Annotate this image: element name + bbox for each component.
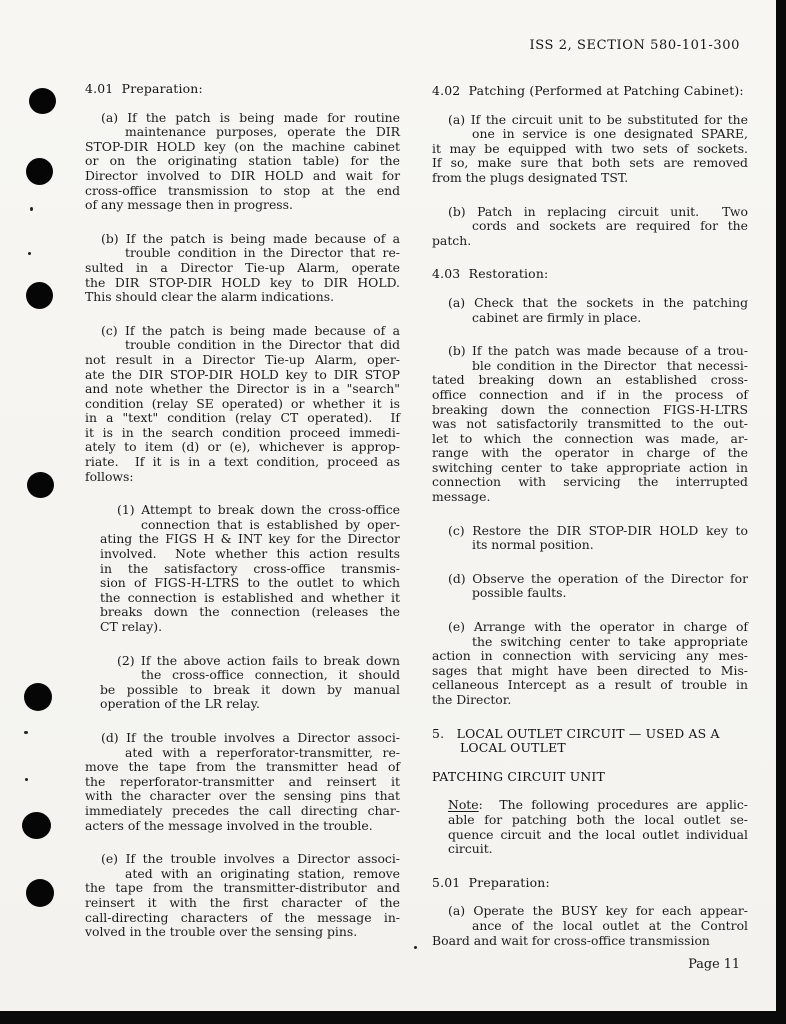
list-item-paragraph <box>432 205 748 249</box>
text-line: maintenance purposes, operate the DIR <box>125 124 400 140</box>
text-line: let to which the connection was made, ar- <box>432 430 748 446</box>
binder-hole <box>26 282 53 309</box>
text-line: with the character over the sensing pins that <box>85 788 400 804</box>
text-line: cellaneous Intercept as a result of trouble in <box>432 677 748 693</box>
list-item-paragraph <box>432 113 748 186</box>
section-heading <box>432 84 748 99</box>
text-line: 4.01 Preparation: <box>85 81 203 96</box>
text-line: (b) If the patch is being made because of a <box>101 230 400 246</box>
text-line: (1) Attempt to break down the cross-office <box>117 502 400 518</box>
scan-edge-bar-right <box>776 0 786 1024</box>
text-line: in a "text" condition (relay CT operated). If <box>85 410 400 426</box>
text-line: cabinet are firmly in place. <box>472 309 642 325</box>
text-line: (b) If the patch was made because of a trou- <box>448 343 748 359</box>
text-line: riate. If it is in a text condition, proceed as <box>85 454 400 470</box>
text-line: cords and sockets are required for the <box>472 218 748 234</box>
text-line: was not satisfactorily transmitted to the out- <box>432 416 748 432</box>
text-line: be possible to break it down by manual <box>100 681 400 697</box>
text-line: (d) Observe the operation of the Director for <box>448 570 748 586</box>
text-line: ated with a reperforator-transmitter, re- <box>125 744 400 760</box>
scan-speck <box>24 731 28 734</box>
text-line: reinsert it with the first character of the <box>85 894 400 910</box>
text-line: STOP-DIR HOLD key (on the machine cabinet <box>85 138 400 154</box>
text-line: the tape from the transmitter-distributor and <box>85 880 400 896</box>
list-item-paragraph <box>432 620 748 708</box>
text-line: range with the operator in charge of the <box>432 445 748 461</box>
binder-hole <box>24 683 52 711</box>
text-line: tated breaking down an established cross- <box>432 372 748 388</box>
text-line: Note: The following procedures are applic- <box>448 797 748 813</box>
list-item-paragraph <box>432 524 748 553</box>
text-line: the connection is established and whether it <box>100 589 400 605</box>
binder-hole <box>22 812 51 839</box>
text-line: the DIR STOP-DIR HOLD key to DIR HOLD. <box>85 274 400 290</box>
text-line: action in connection with servicing any mes- <box>432 648 748 664</box>
text-line: of any message then in progress. <box>85 197 293 213</box>
text-line: (b) Patch in replacing circuit unit. Two <box>448 203 748 219</box>
text-line: breaking down the connection FIGS-H-LTRS <box>432 401 748 417</box>
text-line: call-directing characters of the message in- <box>85 909 400 925</box>
text-line: sulted in a Director Tie-up Alarm, operate <box>85 259 400 275</box>
text-line: acters of the message involved in the trouble. <box>85 817 373 833</box>
text-line: patch. <box>432 232 472 248</box>
text-line: the Director. <box>432 692 512 707</box>
text-line: from the plugs designated TST. <box>432 169 629 185</box>
section-heading <box>432 267 748 282</box>
text-line: trouble condition in the Director that re- <box>125 245 400 261</box>
text-line: not result in a Director Tie-up Alarm, oper- <box>85 351 400 367</box>
text-line: CT relay). <box>100 619 163 634</box>
text-line: one in service is one designated SPARE, <box>472 126 748 142</box>
text-line: follows: <box>85 468 134 484</box>
text-line: operation of the LR relay. <box>100 696 260 712</box>
text-line: 5. LOCAL OUTLET CIRCUIT — USED AS A <box>432 725 720 741</box>
text-line: in the satisfactory cross-office transmis- <box>100 560 400 576</box>
text-line: (e) If the trouble involves a Director associ- <box>101 851 400 867</box>
text-line: LOCAL OUTLET <box>460 740 566 756</box>
section-heading <box>85 82 400 97</box>
text-line: Director involved to DIR HOLD and wait for <box>85 167 400 183</box>
text-line: message. <box>432 489 491 505</box>
text-line: ate the DIR STOP-DIR HOLD key to DIR STOP <box>85 366 400 382</box>
text-line: sages that might have been directed to Mis- <box>432 662 748 678</box>
text-line: ately to item (d) or (e), whichever is approp- <box>85 439 400 455</box>
text-line: breaks down the connection (releases the <box>100 604 400 620</box>
text-line: 4.03 Restoration: <box>432 266 549 282</box>
list-item-paragraph <box>432 296 748 325</box>
text-line: sion of FIGS-H-LTRS to the outlet to which <box>100 575 400 591</box>
list-item-paragraph <box>85 232 400 305</box>
text-line: PATCHING CIRCUIT UNIT <box>432 768 605 784</box>
list-item-paragraph <box>85 111 400 213</box>
text-line: Board and wait for cross-office transmission <box>432 932 710 948</box>
text-line: immediately precedes the call directing char- <box>85 802 400 818</box>
text-line: condition (relay SE operated) or whether it is <box>85 395 400 411</box>
text-line: (e) Arrange with the operator in charge of <box>448 619 748 635</box>
column-right <box>432 84 748 967</box>
section-heading <box>432 727 748 756</box>
text-line: its normal position. <box>472 537 594 553</box>
document-section-header: ISS 2, SECTION 580-101-300 <box>529 38 740 53</box>
scan-speck <box>28 252 31 255</box>
section-heading <box>432 876 748 891</box>
text-line: ated with an originating station, remove <box>125 865 400 881</box>
binder-hole <box>29 88 56 114</box>
text-line: move the tape from the transmitter head of <box>85 759 400 775</box>
note-label: Note <box>448 797 479 813</box>
list-item-paragraph <box>85 852 400 940</box>
text-line: involved. Note whether this action results <box>100 546 400 562</box>
list-item-paragraph <box>432 904 748 948</box>
text-line: and note whether the Director is in a "search" <box>85 381 400 397</box>
sub-item-paragraph <box>85 654 400 712</box>
text-line: or on the originating station table) for the <box>85 153 400 169</box>
text-line: (c) Restore the DIR STOP-DIR HOLD key to <box>448 522 748 538</box>
text-line: connection that is established by oper- <box>141 516 400 532</box>
text-line: 4.02 Patching (Performed at Patching Cabinet): <box>432 83 744 98</box>
list-item-paragraph <box>432 572 748 601</box>
scan-speck <box>414 946 417 949</box>
text-line: 5.01 Preparation: <box>432 874 550 890</box>
scan-speck <box>25 778 28 781</box>
text-line: ble condition in the Director that necessi- <box>472 357 748 373</box>
section-heading <box>432 770 748 785</box>
note-paragraph <box>432 798 748 856</box>
text-line: the reperforator-transmitter and reinsert it <box>85 773 400 789</box>
text-line: connection with servicing the interrupted <box>432 474 748 490</box>
text-line: (2) If the above action fails to break down <box>117 652 400 668</box>
text-line: possible faults. <box>472 585 567 601</box>
scan-edge-bar-bottom <box>0 1011 786 1024</box>
text-line: (d) If the trouble involves a Director associ- <box>101 729 400 745</box>
text-line: office connection and if in the process of <box>432 386 748 402</box>
text-line: volved in the trouble over the sensing pins. <box>85 924 358 940</box>
binder-hole <box>26 879 54 907</box>
text-line: able for patching both the local outlet se- <box>448 811 748 827</box>
binder-hole <box>27 472 54 498</box>
text-line: (a) If the patch is being made for routine <box>101 109 400 125</box>
text-line: the switching center to take appropriate <box>472 633 748 649</box>
text-line: it may be equipped with two sets of sockets. <box>432 140 748 156</box>
text-line: If so, make sure that both sets are removed <box>432 155 748 171</box>
list-item-paragraph <box>85 731 400 833</box>
text-line: ance of the local outlet at the Control <box>472 917 748 933</box>
text-line: (c) If the patch is being made because of a <box>101 322 400 338</box>
text-line: the cross-office connection, it should <box>141 667 400 683</box>
text-line: (a) Operate the BUSY key for each appear- <box>448 903 748 919</box>
text-line: cross-office transmission to stop at the end <box>85 182 400 198</box>
sub-item-paragraph <box>85 503 400 634</box>
page-number: Page 11 <box>688 957 740 972</box>
binder-hole <box>26 158 53 185</box>
scan-speck <box>30 207 33 211</box>
text-line: This should clear the alarm indications. <box>85 289 335 305</box>
text-line: (a) If the circuit unit to be substituted for the <box>448 111 748 127</box>
list-item-paragraph <box>85 324 400 485</box>
column-left <box>85 82 400 959</box>
text-line: trouble condition in the Director that did <box>125 337 400 353</box>
text-line: ating the FIGS H & INT key for the Director <box>100 531 400 547</box>
list-item-paragraph <box>432 344 748 505</box>
text-line: it is in the search condition proceed immedi- <box>85 424 400 440</box>
text-line: quence circuit and the local outlet individual <box>448 826 748 842</box>
text-line: (a) Check that the sockets in the patching <box>448 294 748 310</box>
text-line: circuit. <box>448 841 493 857</box>
text-line: switching center to take appropriate action in <box>432 459 748 475</box>
